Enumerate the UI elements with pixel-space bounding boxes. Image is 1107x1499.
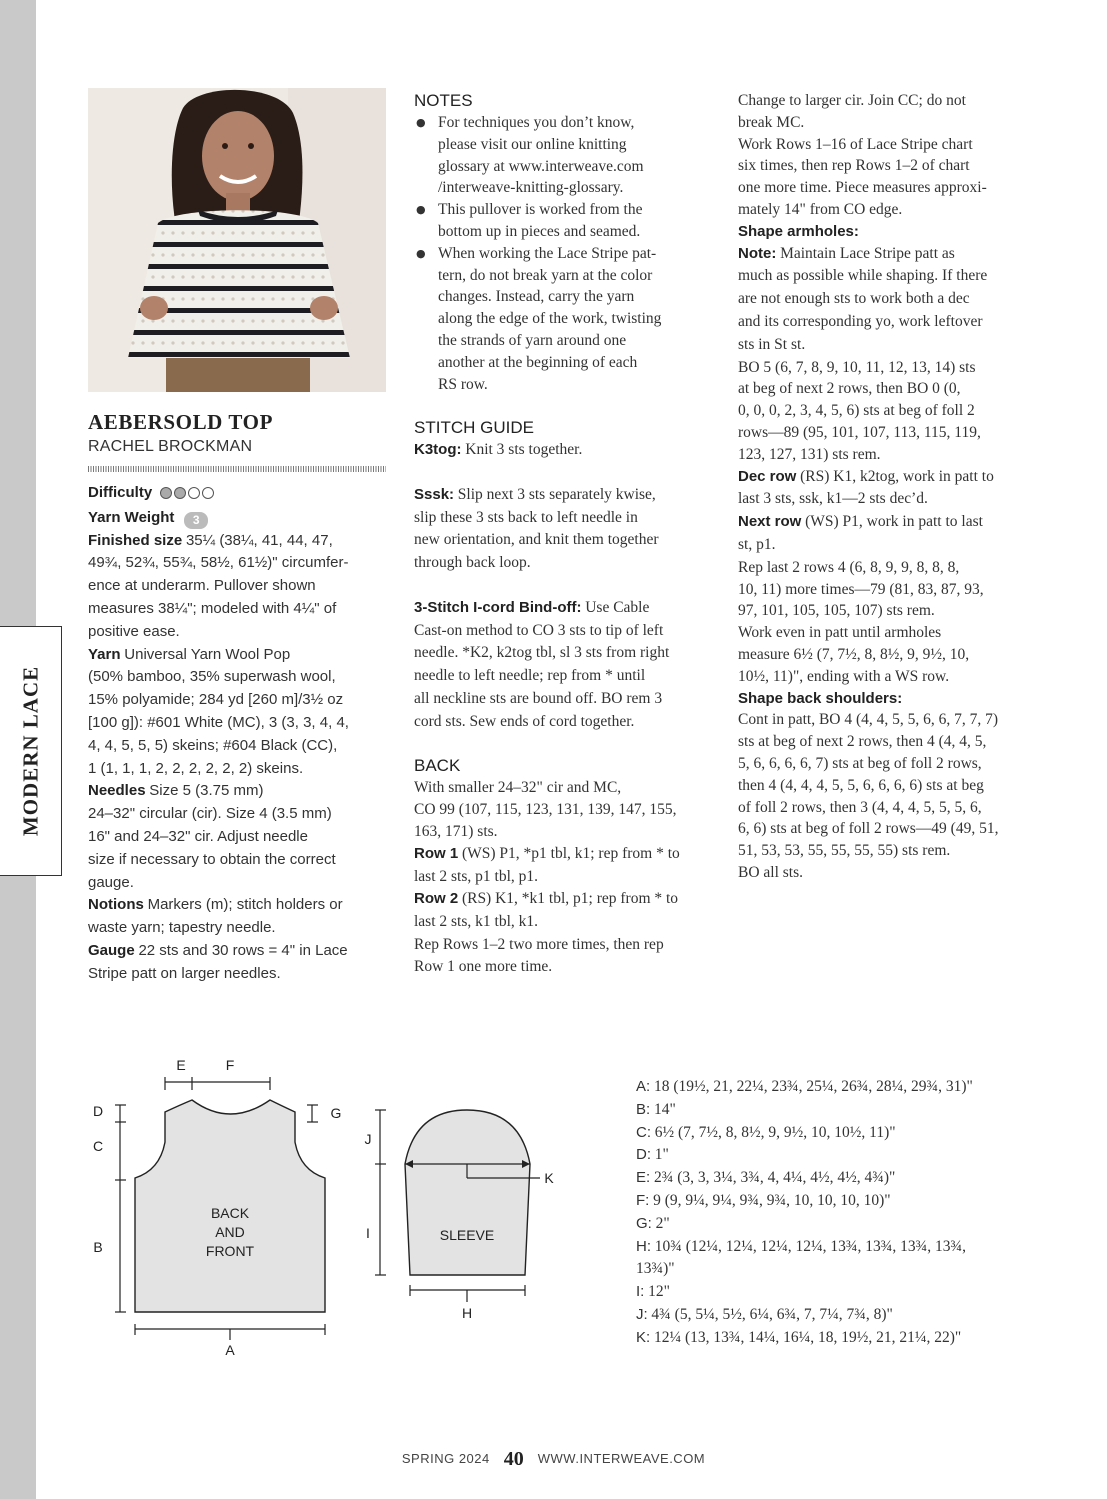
gauge-line: Stripe patt on larger needles. [88, 964, 281, 982]
k3tog-line: Knit 3 sts together. [465, 441, 583, 459]
row2-instruction [414, 888, 714, 934]
yarn-weight-label: Yarn Weight [88, 508, 175, 526]
measurement-item [636, 1167, 1056, 1190]
bindoff-line: cord sts. Sew ends of cord together. [414, 712, 635, 730]
shoulder-line: 6, 6) sts at beg of foll 2 rows—49 (49, 51, [738, 820, 999, 838]
measurement-key: B: [636, 1100, 651, 1118]
footer-site: WWW.INTERWEAVE.COM [537, 1451, 706, 1466]
note-line: are not enough sts to work both a dec [738, 290, 970, 308]
page-footer [0, 1448, 1107, 1471]
measurement-item [636, 1327, 1056, 1350]
sssk-line: through back loop. [414, 554, 531, 572]
back-line: 163, 171) sts. [414, 822, 498, 840]
measurement-key: H: [636, 1237, 651, 1255]
yarn-weight-icon: 3 [184, 512, 208, 529]
rep-line: 10, 11) more times—79 (81, 83, 87, 93, [738, 580, 984, 598]
back-heading: BACK [414, 756, 461, 776]
note-line: sts in St st. [738, 335, 806, 353]
schematic-diagram [80, 1050, 580, 1370]
row2-line: last 2 sts, k1 tbl, k1. [414, 913, 539, 931]
armhole-note [738, 243, 1038, 357]
needles [88, 780, 388, 894]
measurement-key: I: [636, 1283, 645, 1301]
bo-line: rows—89 (95, 101, 107, 113, 115, 119, [738, 423, 981, 441]
measurement-item [636, 1099, 1056, 1122]
yarn-line: [100 g]): #601 White (MC), 3 (3, 3, 4, 4, [88, 713, 349, 731]
measurement-key: E: [636, 1169, 651, 1187]
rep-line: measure 6½ (7, 7½, 8, 8½, 9, 9½, 10, [738, 645, 970, 663]
rep-line: Rep Rows 1–2 two more times, then rep [414, 935, 664, 953]
measurement-item [636, 1236, 1056, 1282]
dec-row-line: (RS) K1, k2tog, work in patt to [800, 467, 994, 485]
note-line: This pullover is worked from the [438, 201, 643, 219]
bo-line: 0, 0, 0, 2, 3, 4, 5, 6) sts at beg of foll 2 [738, 402, 975, 420]
note-item [414, 199, 714, 243]
needles-line: 24–32" circular (cir). Size 4 (3.5 mm) [88, 805, 332, 823]
note-line: bottom up in pieces and seamed. [438, 222, 641, 240]
rep-line: 97, 101, 105, 105, 107) sts rem. [738, 602, 935, 620]
section-tab-label: MODERN LACE [18, 665, 42, 837]
body-line: Change to larger cir. Join CC; do not [738, 92, 966, 109]
notions [88, 894, 388, 940]
finished-size [88, 530, 388, 644]
measurement-value: 2¾ (3, 3, 3¼, 3¾, 4, 4¼, 4½, 4½, 4¾)" [653, 1169, 896, 1187]
measurement-key: F: [636, 1191, 650, 1209]
gauge-line: 22 sts and 30 rows = 4" in Lace [138, 941, 348, 959]
difficulty-dot [202, 487, 214, 499]
measurement-item [636, 1190, 1056, 1213]
instructions-column-3 [738, 90, 1038, 884]
note-line: the strands of yarn around one [438, 331, 627, 349]
row2-label: Row 2 [414, 890, 459, 908]
note-item [414, 243, 714, 396]
note-line: please visit our online knitting [438, 135, 627, 153]
sssk-line: Slip next 3 sts separately kwise, [457, 485, 656, 503]
model-photo-image [88, 88, 386, 392]
pattern-title: AEBERSOLD TOP [88, 410, 273, 434]
measurement-item [636, 1076, 1056, 1099]
finished-size-line: positive ease. [88, 622, 180, 640]
sssk-label: Sssk: [414, 485, 455, 503]
body-line: break MC. [738, 113, 805, 131]
note-line: RS row. [438, 375, 488, 393]
footer-issue: SPRING 2024 [401, 1451, 490, 1466]
yarn [88, 644, 388, 781]
needles-line: size if necessary to obtain the correct [88, 850, 336, 868]
page-number: 40 [503, 1448, 524, 1470]
note-line: Maintain Lace Stripe patt as [780, 244, 955, 262]
body-line: one more time. Piece measures approxi- [738, 179, 987, 197]
needles-label: Needles [88, 782, 146, 800]
specs-column [88, 482, 388, 986]
measurement-key: G: [636, 1214, 652, 1232]
next-row-label: Next row [738, 513, 802, 531]
note-line: glossary at www.interweave.com [438, 157, 644, 175]
shoulder-line: 51, 53, 53, 55, 55, 55, 55) sts rem. [738, 842, 951, 860]
row1-label: Row 1 [414, 844, 459, 862]
note-line: along the edge of the work, twisting [438, 310, 662, 328]
rep-line: 10½, 11)", ending with a WS row. [738, 667, 950, 685]
needles-line: Size 5 (3.75 mm) [149, 782, 264, 800]
sssk-line: new orientation, and knit them together [414, 531, 659, 549]
back-label-1: BACK [210, 1205, 250, 1221]
next-row-line: st, p1. [738, 535, 776, 553]
notions-line: waste yarn; tapestry needle. [88, 919, 276, 937]
difficulty-row [88, 482, 388, 507]
shoulder-instruction [738, 709, 1038, 883]
shoulder-line: BO all sts. [738, 863, 804, 881]
sssk-definition [414, 484, 714, 575]
dec-row-label: Dec row [738, 467, 797, 485]
measurements-list [636, 1076, 1056, 1350]
row1-line: (WS) P1, *p1 tbl, k1; rep from * to [461, 844, 680, 862]
back-label-3: FRONT [205, 1243, 255, 1259]
dec-row-instruction [738, 466, 1038, 512]
letter-h: H [461, 1305, 473, 1321]
bindoff-line: Cast-on method to CO 3 sts to tip of left [414, 621, 664, 639]
sssk-line: slip these 3 sts back to left needle in [414, 508, 638, 526]
note-label: Note: [738, 244, 777, 262]
measurement-value: 9 (9, 9¼, 9¼, 9¾, 9¾, 10, 10, 10, 10)" [653, 1191, 891, 1209]
measurement-value: 1" [654, 1146, 669, 1164]
measurement-item [636, 1144, 1056, 1167]
letter-i: I [366, 1225, 370, 1241]
finished-size-line: ence at underarm. Pullover shown [88, 577, 316, 595]
yarn-line: Universal Yarn Wool Pop [124, 645, 291, 663]
shoulder-line: of foll 2 rows, then 3 (4, 4, 4, 5, 5, 5, 6, [738, 798, 982, 816]
measurement-key: C: [636, 1123, 651, 1141]
letter-k: K [544, 1170, 554, 1186]
letter-f: F [225, 1057, 235, 1073]
note-line: For techniques you don’t know, [438, 114, 635, 131]
yarn-line: 1 (1, 1, 1, 2, 2, 2, 2, 2, 2) skeins. [88, 759, 304, 777]
gauge-label: Gauge [88, 941, 135, 959]
body-line: Work Rows 1–16 of Lace Stripe chart [738, 135, 973, 153]
yarn-line: (50% bamboo, 35% superwash wool, [88, 668, 336, 686]
measurement-value: 6½ (7, 7½, 8, 8½, 9, 9½, 10, 10½, 11)" [654, 1123, 896, 1141]
measurement-item [636, 1304, 1056, 1327]
measurement-value: 12¼ (13, 13¾, 14¼, 16¼, 18, 19½, 21, 21¼, 22)" [653, 1328, 962, 1346]
measurement-value: 13¾)" [636, 1260, 675, 1278]
body-line: mately 14" from CO edge. [738, 200, 903, 218]
measurement-item [636, 1213, 1056, 1236]
measurement-key: D: [636, 1146, 651, 1164]
yarn-line: 4, 4, 5, 5, 5) skeins; #604 Black (CC), [88, 736, 338, 754]
difficulty-dot [160, 487, 172, 499]
body-intro [738, 90, 1038, 221]
bo-line: at beg of next 2 rows, then BO 0 (0, [738, 380, 961, 398]
difficulty-label: Difficulty [88, 484, 153, 501]
row1-instruction [414, 843, 714, 889]
rep-instruction [414, 934, 714, 978]
rep-armhole-instruction [738, 557, 1038, 688]
measurement-key: J: [636, 1305, 648, 1323]
finished-size-line: 49¾, 52¾, 55¾, 58½, 61½)" circumfer- [88, 554, 349, 572]
shape-shoulders-heading: Shape back shoulders: [738, 689, 903, 707]
finished-size-line: measures 38¼"; modeled with 4¼" of [88, 599, 337, 617]
stitch-guide-heading: STITCH GUIDE [414, 418, 534, 438]
bindoff-label: 3-Stitch I-cord Bind-off: [414, 598, 582, 616]
k3tog-label: K3tog: [414, 441, 462, 459]
k3tog-definition [414, 439, 714, 462]
row2-line: (RS) K1, *k1 tbl, p1; rep from * to [461, 890, 679, 908]
difficulty-dot [188, 487, 200, 499]
shoulder-line: Cont in patt, BO 4 (4, 4, 5, 5, 6, 6, 7, 7, 7) [738, 711, 999, 729]
title-rule [88, 466, 386, 472]
difficulty-rating [160, 485, 216, 507]
note-line: much as possible while shaping. If there [738, 267, 988, 285]
back-line: CO 99 (107, 115, 123, 131, 139, 147, 155, [414, 801, 677, 819]
measurement-value: 4¾ (5, 5¼, 5½, 6¼, 6¾, 7, 7¼, 7¾, 8)" [651, 1305, 893, 1323]
note-line: changes. Instead, carry the yarn [438, 288, 635, 306]
needles-line: 16" and 24–32" cir. Adjust needle [88, 827, 308, 845]
letter-a: A [225, 1342, 235, 1358]
letter-e: E [176, 1057, 186, 1073]
measurement-key: A: [636, 1078, 651, 1095]
shoulder-line: 5, 6, 6, 6, 6, 7) sts at beg of foll 2 rows, [738, 754, 982, 772]
bindoff-instruction [738, 357, 1038, 466]
note-line: and its corresponding yo, work leftover [738, 312, 983, 330]
measurement-item [636, 1122, 1056, 1145]
designer-name: RACHEL BROCKMAN [88, 438, 253, 455]
back-line: With smaller 24–32" cir and MC, [414, 779, 622, 797]
measurement-value: 12" [648, 1283, 670, 1301]
measurement-item [636, 1281, 1056, 1304]
rep-line: Row 1 one more time. [414, 957, 553, 975]
dec-row-line: last 3 sts, ssk, k1—2 sts dec’d. [738, 490, 928, 508]
rep-line: Work even in patt until armholes [738, 624, 942, 642]
notions-line: Markers (m); stitch holders or [147, 896, 343, 914]
measurement-key: K: [636, 1328, 651, 1346]
bindoff-line: all neckline sts are bound off. BO rem 3 [414, 689, 663, 707]
finished-size-label: Finished size [88, 531, 183, 549]
bindoff-line: Use Cable [585, 598, 650, 616]
letter-d: D [92, 1103, 104, 1119]
back-label-2: AND [215, 1224, 245, 1240]
shoulder-line: sts at beg of next 2 rows, then 4 (4, 4, 5, [738, 733, 987, 751]
instructions-column-2 [414, 90, 714, 977]
note-line: another at the beginning of each [438, 353, 638, 371]
bo-line: BO 5 (6, 7, 8, 9, 10, 11, 12, 13, 14) sts [738, 358, 976, 376]
body-line: six times, then rep Rows 1–2 of chart [738, 157, 970, 175]
model-photo [88, 88, 386, 392]
rep-line: Rep last 2 rows 4 (6, 8, 9, 9, 8, 8, 8, [738, 558, 960, 576]
letter-j: J [364, 1131, 372, 1147]
notions-label: Notions [88, 896, 144, 914]
shoulder-line: then 4 (4, 4, 4, 5, 5, 6, 6, 6, 6) sts at beg [738, 776, 984, 794]
next-row-instruction [738, 511, 1038, 557]
yarn-label: Yarn [88, 645, 121, 663]
note-item [414, 112, 714, 199]
note-line: /interweave-knitting-glossary. [438, 179, 624, 197]
letter-b: B [93, 1239, 103, 1255]
difficulty-dot [174, 487, 186, 499]
bindoff-definition [414, 597, 714, 734]
measurement-value: 18 (19½, 21, 22¼, 23¾, 25¼, 26¾, 28¼, 29¾, 31)" [653, 1078, 973, 1095]
note-line: When working the Lace Stripe pat- [438, 244, 657, 262]
notes-heading: NOTES [414, 91, 473, 110]
measurement-value: 14" [653, 1100, 676, 1118]
section-tab [0, 626, 62, 876]
sleeve-label: SLEEVE [439, 1227, 495, 1243]
measurement-value: 10¾ (12¼, 12¼, 12¼, 12¼, 13¾, 13¾, 13¾, 13¾, [654, 1237, 967, 1255]
measurement-value: 2" [655, 1214, 670, 1232]
row1-line: last 2 sts, p1 tbl, p1. [414, 867, 539, 885]
finished-size-line: 35¼ (38¼, 41, 44, 47, [185, 531, 333, 549]
needles-line: gauge. [88, 873, 134, 891]
shape-armholes-heading: Shape armholes: [738, 222, 859, 240]
letter-g: G [330, 1105, 342, 1121]
bindoff-line: needle. *K2, k2tog tbl, sl 3 sts from right [414, 644, 670, 662]
yarn-weight-row [88, 507, 388, 530]
letter-c: C [92, 1138, 104, 1154]
yarn-line: 15% polyamide; 284 yd [260 m]/3½ oz [88, 691, 344, 709]
gauge [88, 940, 388, 986]
back-intro [414, 777, 714, 842]
next-row-line: (WS) P1, work in patt to last [805, 513, 983, 531]
bindoff-line: needle to left needle; rep from * until [414, 667, 646, 685]
bo-line: 123, 127, 131) sts rem. [738, 445, 881, 463]
note-line: tern, do not break yarn at the color [438, 266, 653, 284]
sleeve-piece [405, 1110, 530, 1275]
